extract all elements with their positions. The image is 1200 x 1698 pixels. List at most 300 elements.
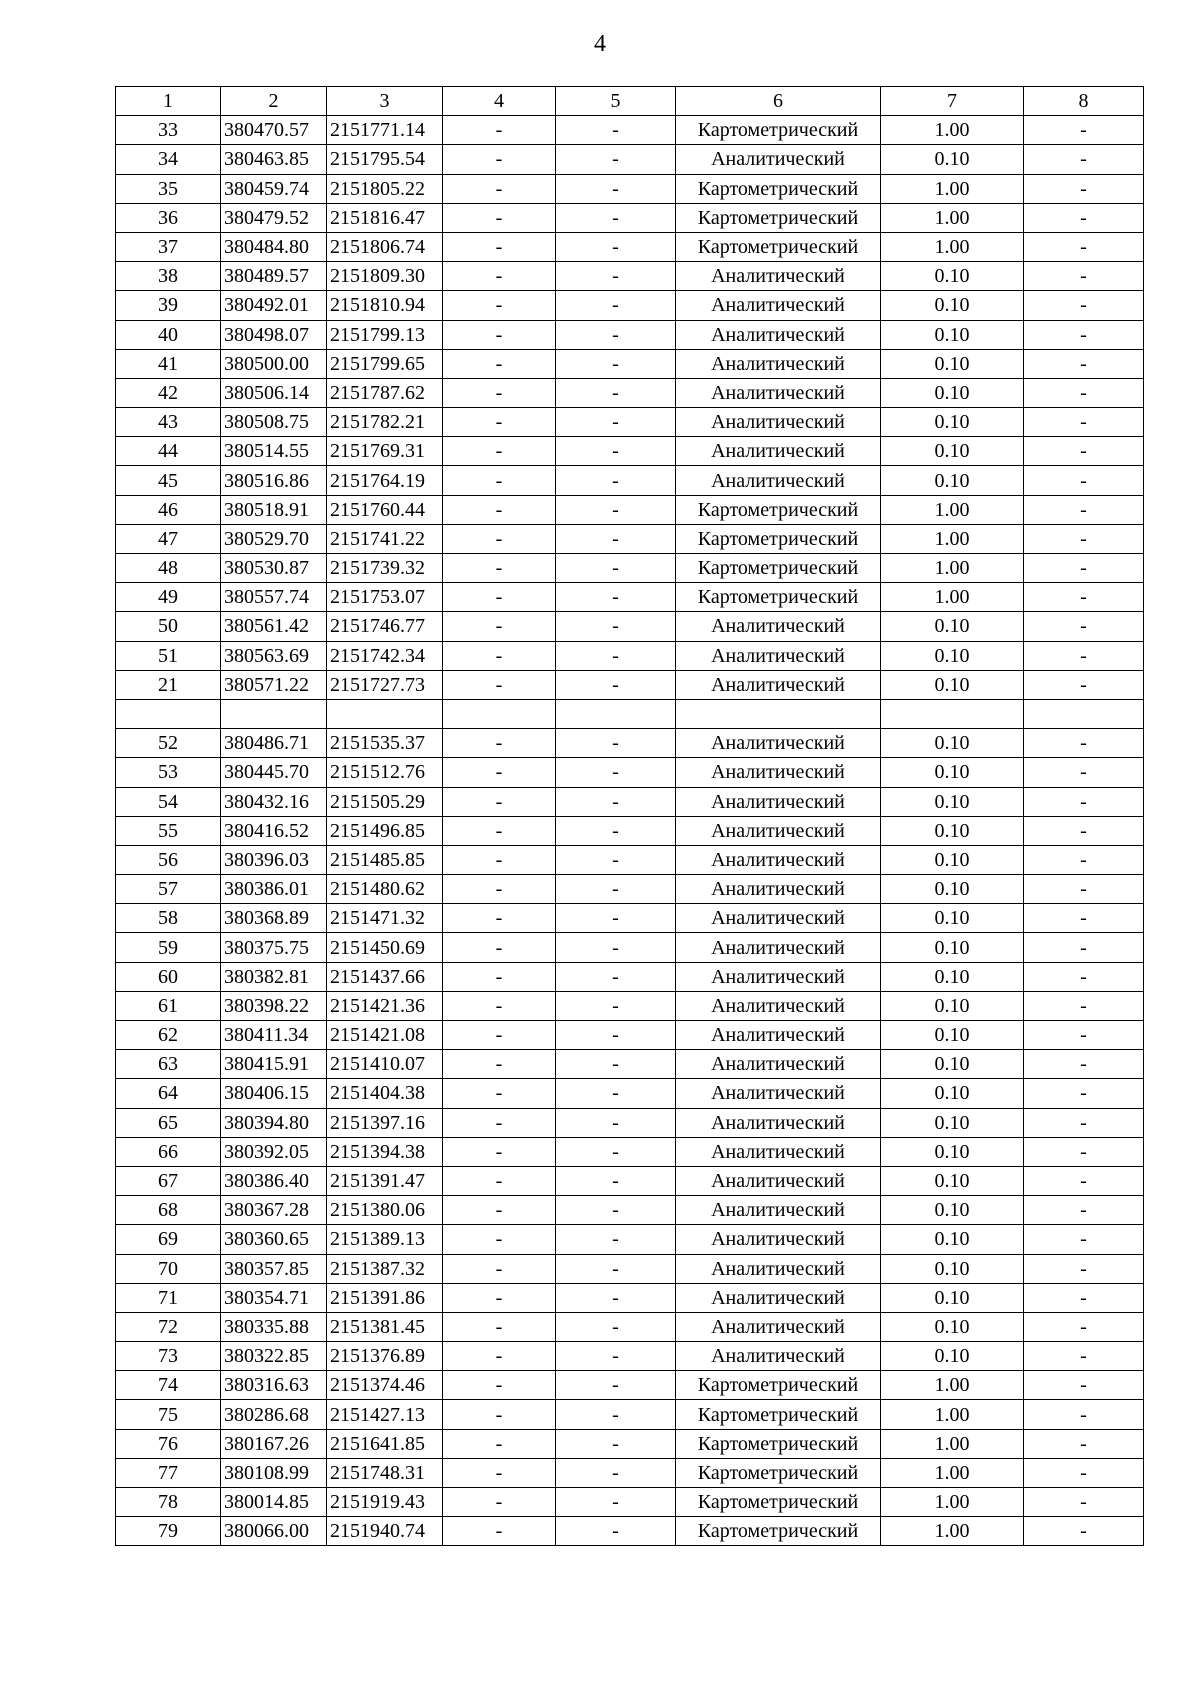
table-cell: - xyxy=(556,787,676,816)
table-cell: - xyxy=(1024,1021,1144,1050)
table-cell: - xyxy=(556,729,676,758)
table-row xyxy=(116,699,1144,728)
table-cell: - xyxy=(556,1517,676,1546)
table-cell: - xyxy=(443,962,556,991)
table-cell: - xyxy=(1024,320,1144,349)
table-cell: 380367.28 xyxy=(221,1196,327,1225)
table-cell: 0.10 xyxy=(881,758,1024,787)
table-cell: - xyxy=(556,145,676,174)
table-cell: 380394.80 xyxy=(221,1108,327,1137)
table-cell: - xyxy=(556,845,676,874)
table-cell: - xyxy=(1024,933,1144,962)
table-cell: - xyxy=(1024,1342,1144,1371)
table-cell: 2151480.62 xyxy=(327,875,443,904)
table-cell: - xyxy=(556,1108,676,1137)
table-row xyxy=(116,1429,1144,1458)
table-cell: - xyxy=(1024,378,1144,407)
table-row xyxy=(116,875,1144,904)
table-cell: Аналитический xyxy=(676,787,881,816)
table-cell: 77 xyxy=(116,1458,221,1487)
table-row xyxy=(116,845,1144,874)
table-cell: 75 xyxy=(116,1400,221,1429)
table-cell: - xyxy=(1024,1225,1144,1254)
column-header: 8 xyxy=(1024,87,1144,116)
table-cell: 0.10 xyxy=(881,729,1024,758)
table-cell: - xyxy=(1024,816,1144,845)
table-cell: 72 xyxy=(116,1312,221,1341)
table-cell: 380463.85 xyxy=(221,145,327,174)
table-row xyxy=(116,1079,1144,1108)
table-cell: 0.10 xyxy=(881,408,1024,437)
table-cell: 79 xyxy=(116,1517,221,1546)
table-cell: - xyxy=(1024,437,1144,466)
table-cell: 64 xyxy=(116,1079,221,1108)
table-cell: - xyxy=(443,1283,556,1312)
table-cell: - xyxy=(556,203,676,232)
table-cell: - xyxy=(556,1050,676,1079)
table-cell xyxy=(443,699,556,728)
table-cell: 380484.80 xyxy=(221,232,327,261)
table-row xyxy=(116,641,1144,670)
table-cell: Аналитический xyxy=(676,1283,881,1312)
table-cell: 380406.15 xyxy=(221,1079,327,1108)
table-cell: - xyxy=(556,1137,676,1166)
table-cell: 2151397.16 xyxy=(327,1108,443,1137)
table-cell: 1.00 xyxy=(881,1400,1024,1429)
table-cell: - xyxy=(1024,1429,1144,1458)
table-cell: - xyxy=(1024,145,1144,174)
table-cell: 53 xyxy=(116,758,221,787)
column-header: 5 xyxy=(556,87,676,116)
table-cell: 380530.87 xyxy=(221,554,327,583)
table-cell: - xyxy=(1024,262,1144,291)
table-cell: Картометрический xyxy=(676,174,881,203)
table-row xyxy=(116,612,1144,641)
table-row xyxy=(116,904,1144,933)
table-cell: - xyxy=(443,904,556,933)
table-cell: 2151782.21 xyxy=(327,408,443,437)
table-row xyxy=(116,466,1144,495)
table-cell: Картометрический xyxy=(676,1488,881,1517)
table-row xyxy=(116,291,1144,320)
table-cell: Аналитический xyxy=(676,1342,881,1371)
table-cell: 380108.99 xyxy=(221,1458,327,1487)
table-cell: 2151505.29 xyxy=(327,787,443,816)
table-cell: 2151376.89 xyxy=(327,1342,443,1371)
table-cell: 1.00 xyxy=(881,1488,1024,1517)
table-row xyxy=(116,116,1144,145)
table-cell: 0.10 xyxy=(881,145,1024,174)
table-cell: 380500.00 xyxy=(221,349,327,378)
table-cell: - xyxy=(1024,1108,1144,1137)
table-cell: - xyxy=(443,408,556,437)
table-cell: - xyxy=(443,787,556,816)
table-cell: - xyxy=(443,378,556,407)
table-row xyxy=(116,1400,1144,1429)
table-cell: - xyxy=(556,1021,676,1050)
table-cell: - xyxy=(443,116,556,145)
column-header: 4 xyxy=(443,87,556,116)
table-row xyxy=(116,991,1144,1020)
table-cell: 0.10 xyxy=(881,933,1024,962)
table-cell: 2151389.13 xyxy=(327,1225,443,1254)
table-cell: 2151421.36 xyxy=(327,991,443,1020)
table-cell: - xyxy=(1024,116,1144,145)
table-cell: Аналитический xyxy=(676,1312,881,1341)
table-cell: 0.10 xyxy=(881,845,1024,874)
table-cell: - xyxy=(443,1312,556,1341)
table-cell: 57 xyxy=(116,875,221,904)
table-cell: - xyxy=(1024,408,1144,437)
table-cell: 2151806.74 xyxy=(327,232,443,261)
table-cell: Картометрический xyxy=(676,116,881,145)
table-cell: 1.00 xyxy=(881,495,1024,524)
table-cell: 2151805.22 xyxy=(327,174,443,203)
table-cell: - xyxy=(1024,583,1144,612)
table-cell: 2151391.47 xyxy=(327,1166,443,1195)
table-cell: - xyxy=(556,1283,676,1312)
table-cell: 2151769.31 xyxy=(327,437,443,466)
table-cell: - xyxy=(556,1400,676,1429)
table-cell: - xyxy=(443,524,556,553)
table-cell: 50 xyxy=(116,612,221,641)
table-cell: - xyxy=(443,845,556,874)
table-cell: Аналитический xyxy=(676,904,881,933)
table-cell: - xyxy=(1024,1517,1144,1546)
table-cell: 71 xyxy=(116,1283,221,1312)
table-cell: - xyxy=(1024,1400,1144,1429)
table-cell: 380354.71 xyxy=(221,1283,327,1312)
table-row xyxy=(116,1283,1144,1312)
table-cell: - xyxy=(556,349,676,378)
table-cell: 2151535.37 xyxy=(327,729,443,758)
table-cell: 42 xyxy=(116,378,221,407)
table-cell: 0.10 xyxy=(881,670,1024,699)
table-cell: - xyxy=(556,1342,676,1371)
table-row xyxy=(116,787,1144,816)
table-cell: Аналитический xyxy=(676,612,881,641)
table-cell: - xyxy=(443,1458,556,1487)
table-cell: 55 xyxy=(116,816,221,845)
table-cell: 380360.65 xyxy=(221,1225,327,1254)
table-cell: Аналитический xyxy=(676,408,881,437)
table-cell: 380492.01 xyxy=(221,291,327,320)
table-cell: 0.10 xyxy=(881,291,1024,320)
table-cell: - xyxy=(1024,904,1144,933)
table-cell: - xyxy=(556,1225,676,1254)
table-cell: - xyxy=(556,758,676,787)
table-cell: 1.00 xyxy=(881,203,1024,232)
table-row xyxy=(116,495,1144,524)
table-cell: 1.00 xyxy=(881,116,1024,145)
table-cell: 0.10 xyxy=(881,437,1024,466)
table-cell: Аналитический xyxy=(676,1137,881,1166)
table-cell: - xyxy=(443,1021,556,1050)
table-cell: 2151512.76 xyxy=(327,758,443,787)
table-cell: Аналитический xyxy=(676,1079,881,1108)
table-cell: 0.10 xyxy=(881,262,1024,291)
table-cell: - xyxy=(443,1225,556,1254)
table-cell: 380518.91 xyxy=(221,495,327,524)
table-row xyxy=(116,378,1144,407)
table-cell: - xyxy=(556,1312,676,1341)
table-cell: 2151753.07 xyxy=(327,583,443,612)
table-cell: 380316.63 xyxy=(221,1371,327,1400)
table-cell: Аналитический xyxy=(676,729,881,758)
table-cell: - xyxy=(1024,232,1144,261)
table-cell: - xyxy=(443,174,556,203)
table-cell: - xyxy=(443,1137,556,1166)
table-cell: 380516.86 xyxy=(221,466,327,495)
table-cell: 62 xyxy=(116,1021,221,1050)
table-cell: - xyxy=(1024,1079,1144,1108)
table-cell: - xyxy=(443,349,556,378)
column-header: 2 xyxy=(221,87,327,116)
table-cell: - xyxy=(1024,729,1144,758)
table-cell: - xyxy=(556,1488,676,1517)
table-cell: 67 xyxy=(116,1166,221,1195)
table-cell: 380508.75 xyxy=(221,408,327,437)
table-cell: - xyxy=(556,1079,676,1108)
table-row xyxy=(116,262,1144,291)
table-cell: 380375.75 xyxy=(221,933,327,962)
table-cell: 0.10 xyxy=(881,991,1024,1020)
table-cell: 380368.89 xyxy=(221,904,327,933)
table-cell: 59 xyxy=(116,933,221,962)
table-cell: 0.10 xyxy=(881,320,1024,349)
table-header-row xyxy=(116,87,1144,116)
table-cell: - xyxy=(1024,174,1144,203)
table-cell: 0.10 xyxy=(881,1166,1024,1195)
table-cell: - xyxy=(443,1166,556,1195)
table-cell: 2151748.31 xyxy=(327,1458,443,1487)
table-cell: 2151380.06 xyxy=(327,1196,443,1225)
table-cell: Аналитический xyxy=(676,1050,881,1079)
table-row xyxy=(116,758,1144,787)
table-cell: 2151374.46 xyxy=(327,1371,443,1400)
table-cell: - xyxy=(1024,962,1144,991)
table-cell: - xyxy=(443,991,556,1020)
table-cell: 66 xyxy=(116,1137,221,1166)
table-row xyxy=(116,1312,1144,1341)
table-cell: - xyxy=(556,612,676,641)
table-cell: 2151940.74 xyxy=(327,1517,443,1546)
table-cell: 2151810.94 xyxy=(327,291,443,320)
table-row xyxy=(116,1108,1144,1137)
table-cell: - xyxy=(556,875,676,904)
table-cell: 2151450.69 xyxy=(327,933,443,962)
table-cell: - xyxy=(556,408,676,437)
table-cell: 58 xyxy=(116,904,221,933)
table-cell xyxy=(676,699,881,728)
table-cell: - xyxy=(1024,1488,1144,1517)
table-cell: 2151391.86 xyxy=(327,1283,443,1312)
table-cell: 2151485.85 xyxy=(327,845,443,874)
table-cell: - xyxy=(1024,1050,1144,1079)
table-cell: 52 xyxy=(116,729,221,758)
table-cell: Аналитический xyxy=(676,320,881,349)
table-cell: - xyxy=(443,203,556,232)
table-cell: - xyxy=(556,320,676,349)
table-cell: - xyxy=(443,437,556,466)
table-cell: 69 xyxy=(116,1225,221,1254)
table-cell: 60 xyxy=(116,962,221,991)
table-cell: Аналитический xyxy=(676,991,881,1020)
table-cell: Аналитический xyxy=(676,291,881,320)
table-cell: 68 xyxy=(116,1196,221,1225)
table-cell: 380557.74 xyxy=(221,583,327,612)
table-row xyxy=(116,232,1144,261)
table-cell: 380014.85 xyxy=(221,1488,327,1517)
table-cell: Картометрический xyxy=(676,1371,881,1400)
table-cell: - xyxy=(1024,612,1144,641)
table-cell xyxy=(327,699,443,728)
table-cell: 380392.05 xyxy=(221,1137,327,1166)
table-cell: 39 xyxy=(116,291,221,320)
table-row xyxy=(116,524,1144,553)
table-row xyxy=(116,1225,1144,1254)
table-cell: 2151760.44 xyxy=(327,495,443,524)
table-cell: Аналитический xyxy=(676,378,881,407)
table-cell: Аналитический xyxy=(676,145,881,174)
table-cell: 48 xyxy=(116,554,221,583)
table-cell: - xyxy=(1024,1137,1144,1166)
table-cell: 76 xyxy=(116,1429,221,1458)
table-cell: - xyxy=(1024,787,1144,816)
table-cell: 1.00 xyxy=(881,1371,1024,1400)
table-cell: 44 xyxy=(116,437,221,466)
table-cell: - xyxy=(1024,1371,1144,1400)
table-cell: 2151404.38 xyxy=(327,1079,443,1108)
table-cell: - xyxy=(1024,845,1144,874)
table-cell: 41 xyxy=(116,349,221,378)
table-cell: Аналитический xyxy=(676,1108,881,1137)
table-cell: - xyxy=(443,1108,556,1137)
table-cell: - xyxy=(1024,1196,1144,1225)
table-row xyxy=(116,816,1144,845)
table-cell: - xyxy=(443,554,556,583)
table-row xyxy=(116,1137,1144,1166)
table-cell: - xyxy=(443,1400,556,1429)
table-cell: - xyxy=(443,1517,556,1546)
table-cell: - xyxy=(443,758,556,787)
table-cell: 0.10 xyxy=(881,962,1024,991)
table-cell: 40 xyxy=(116,320,221,349)
table-cell: - xyxy=(556,1458,676,1487)
table-row xyxy=(116,1488,1144,1517)
table-cell: - xyxy=(556,1254,676,1283)
table-cell: - xyxy=(556,524,676,553)
table-cell: 0.10 xyxy=(881,1137,1024,1166)
table-cell: Картометрический xyxy=(676,1517,881,1546)
table-cell: 380489.57 xyxy=(221,262,327,291)
table-cell: 380066.00 xyxy=(221,1517,327,1546)
table-cell: 380416.52 xyxy=(221,816,327,845)
table-row xyxy=(116,729,1144,758)
table-row xyxy=(116,408,1144,437)
table-cell: Аналитический xyxy=(676,466,881,495)
table-cell: 0.10 xyxy=(881,1050,1024,1079)
table-cell: Аналитический xyxy=(676,816,881,845)
table-cell: 1.00 xyxy=(881,174,1024,203)
table-cell: - xyxy=(443,612,556,641)
table-cell: - xyxy=(556,1371,676,1400)
table-cell: - xyxy=(556,583,676,612)
table-cell: - xyxy=(443,933,556,962)
table-cell: - xyxy=(443,1342,556,1371)
table-cell: Картометрический xyxy=(676,1429,881,1458)
table-cell: - xyxy=(1024,1312,1144,1341)
table-cell: 2151381.45 xyxy=(327,1312,443,1341)
table-cell xyxy=(221,699,327,728)
table-cell: 2151437.66 xyxy=(327,962,443,991)
table-cell: - xyxy=(1024,466,1144,495)
table-cell: - xyxy=(556,495,676,524)
table-cell: - xyxy=(556,378,676,407)
table-cell: 2151387.32 xyxy=(327,1254,443,1283)
table-cell: 2151809.30 xyxy=(327,262,443,291)
table-cell: - xyxy=(556,641,676,670)
table-cell: - xyxy=(443,583,556,612)
table-cell: 2151427.13 xyxy=(327,1400,443,1429)
table-cell: - xyxy=(443,145,556,174)
table-cell: - xyxy=(556,904,676,933)
table-cell: 74 xyxy=(116,1371,221,1400)
table-cell: - xyxy=(443,262,556,291)
table-cell: 2151742.34 xyxy=(327,641,443,670)
column-header: 3 xyxy=(327,87,443,116)
table-row xyxy=(116,670,1144,699)
table-cell: Аналитический xyxy=(676,437,881,466)
table-cell: - xyxy=(556,1166,676,1195)
page-number: 4 xyxy=(594,31,606,57)
table-cell: Картометрический xyxy=(676,1458,881,1487)
table-row xyxy=(116,1342,1144,1371)
table-cell: 2151410.07 xyxy=(327,1050,443,1079)
table-cell: Картометрический xyxy=(676,1400,881,1429)
table-cell: 380479.52 xyxy=(221,203,327,232)
table-cell: Аналитический xyxy=(676,845,881,874)
table-cell: - xyxy=(556,670,676,699)
table-cell: Аналитический xyxy=(676,875,881,904)
table-cell: - xyxy=(556,933,676,962)
table-cell: 380486.71 xyxy=(221,729,327,758)
table-row xyxy=(116,1517,1144,1546)
table-cell: Аналитический xyxy=(676,1254,881,1283)
table-cell: 0.10 xyxy=(881,1342,1024,1371)
table-cell: 380286.68 xyxy=(221,1400,327,1429)
table-cell: - xyxy=(443,320,556,349)
table-cell: 0.10 xyxy=(881,641,1024,670)
table-cell: 35 xyxy=(116,174,221,203)
table-cell: - xyxy=(443,466,556,495)
table-cell: 0.10 xyxy=(881,1312,1024,1341)
coordinates-table xyxy=(115,86,1144,1546)
table-cell: - xyxy=(443,670,556,699)
table-cell: Аналитический xyxy=(676,1021,881,1050)
table-cell: 2151746.77 xyxy=(327,612,443,641)
table-cell: 2151816.47 xyxy=(327,203,443,232)
table-cell: Картометрический xyxy=(676,495,881,524)
table-cell: 380561.42 xyxy=(221,612,327,641)
table-row xyxy=(116,1254,1144,1283)
table-cell: - xyxy=(1024,349,1144,378)
table-cell: - xyxy=(443,1079,556,1108)
table-cell: 61 xyxy=(116,991,221,1020)
table-cell: 2151739.32 xyxy=(327,554,443,583)
table-cell: 0.10 xyxy=(881,875,1024,904)
table-cell: Аналитический xyxy=(676,962,881,991)
